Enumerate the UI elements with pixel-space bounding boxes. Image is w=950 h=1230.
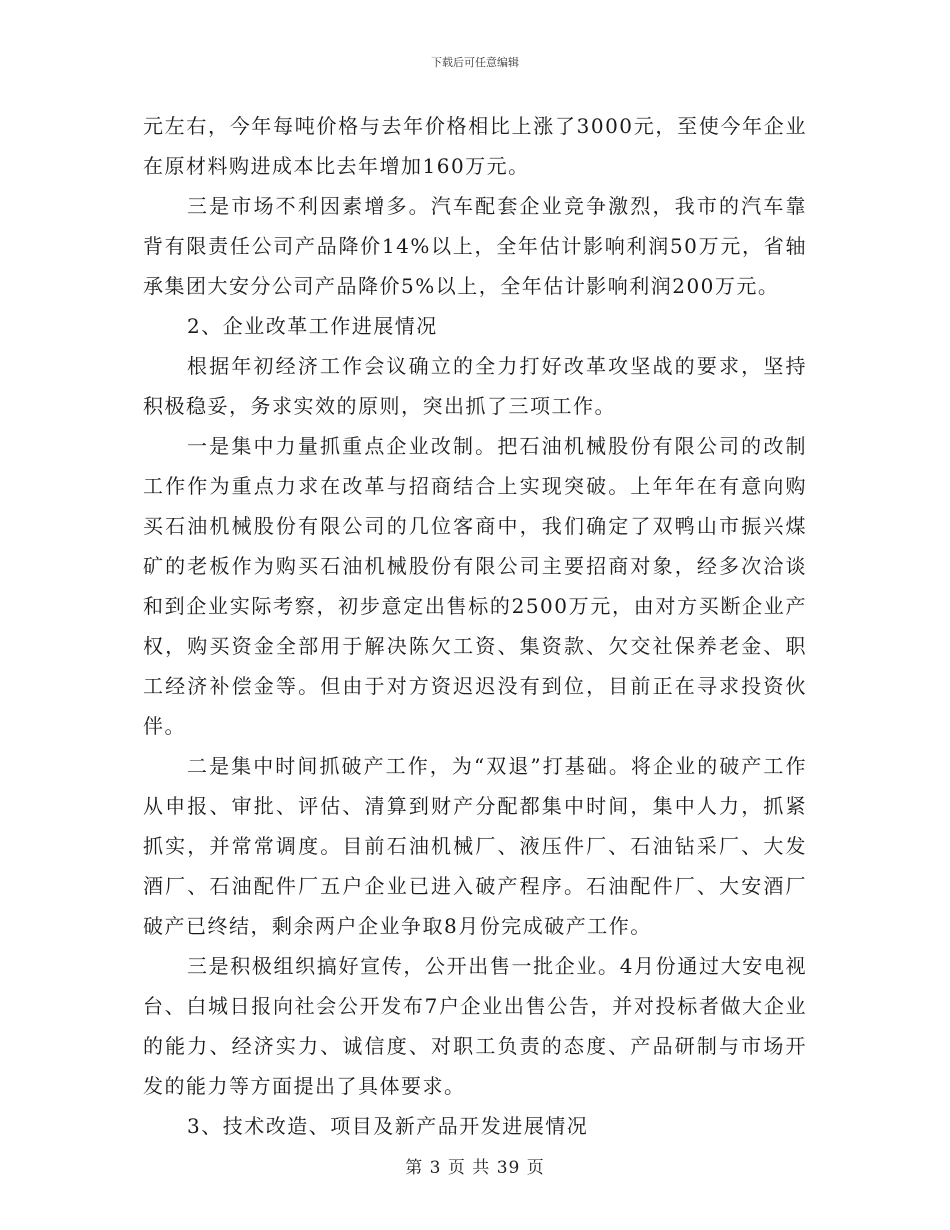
section-heading-enterprise-reform: 2、企业改革工作进展情况 [187,314,438,338]
paragraph-key-enterprise-restructuring: 一是集中力量抓重点企业改制。把石油机械股份有限公司的改制工作作为重点力求在改革与招商结合上实现突破。上年年在有意向购买石油机械股份有限公司的几位客商中，我们确定了双鸭山市振兴煤矿的老板作为购买石油机械股份有限公司主要招商对象，经多次洽谈和到企业实际考察，初步意定出售标的2500万元，由对方买断企业产权，购买资金全部用于解决陈欠工资、集资款、欠交社保养老金、职工经济补偿金等。但由于对方资迟迟没有到位，目前正在寻求投资伙伴。 [143,434,807,738]
page-footer: 第 3 页 共 39 页 [405,1158,545,1178]
paragraph-bankruptcy-work: 二是集中时间抓破产工作，为“双退”打基础。将企业的破产工作从申报、审批、评估、清算到财产分配都集中时间，集中人力，抓紧抓实，并常常调度。目前石油机械厂、液压件厂、石油钻采厂、大发酒厂、石油配件厂五户企业已进入破产程序。石油配件厂、大安酒厂破产已终结，剩余两户企业争取8月份完成破产工作。 [143,754,807,938]
paragraph-market-factors: 三是市场不利因素增多。汽车配套企业竞争激烈，我市的汽车靠背有限责任公司产品降价14%以上，全年估计影响利润50万元，省轴承集团大安分公司产品降价5%以上，全年估计影响利润200万元。 [143,194,807,298]
document-body [143,106,807,1146]
section-heading-tech-renovation: 3、技术改造、项目及新产品开发进展情况 [187,1114,589,1138]
page-header: 下载后可任意编辑 [431,56,519,69]
paragraph-continuation: 元左右，今年每吨价格与去年价格相比上涨了3000元，至使今年企业在原材料购进成本比去年增加160万元。 [143,114,807,178]
paragraph-public-sale: 三是积极组织搞好宣传，公开出售一批企业。4月份通过大安电视台、白城日报向社会公开发布7户企业出售公告，并对投标者做大企业的能力、经济实力、诚信度、对职工负责的态度、产品研制与市场开发的能力等方面提出了具体要求。 [143,954,807,1098]
paragraph-reform-intro: 根据年初经济工作会议确立的全力打好改革攻坚战的要求，坚持积极稳妥，务求实效的原则，突出抓了三项工作。 [143,354,807,418]
